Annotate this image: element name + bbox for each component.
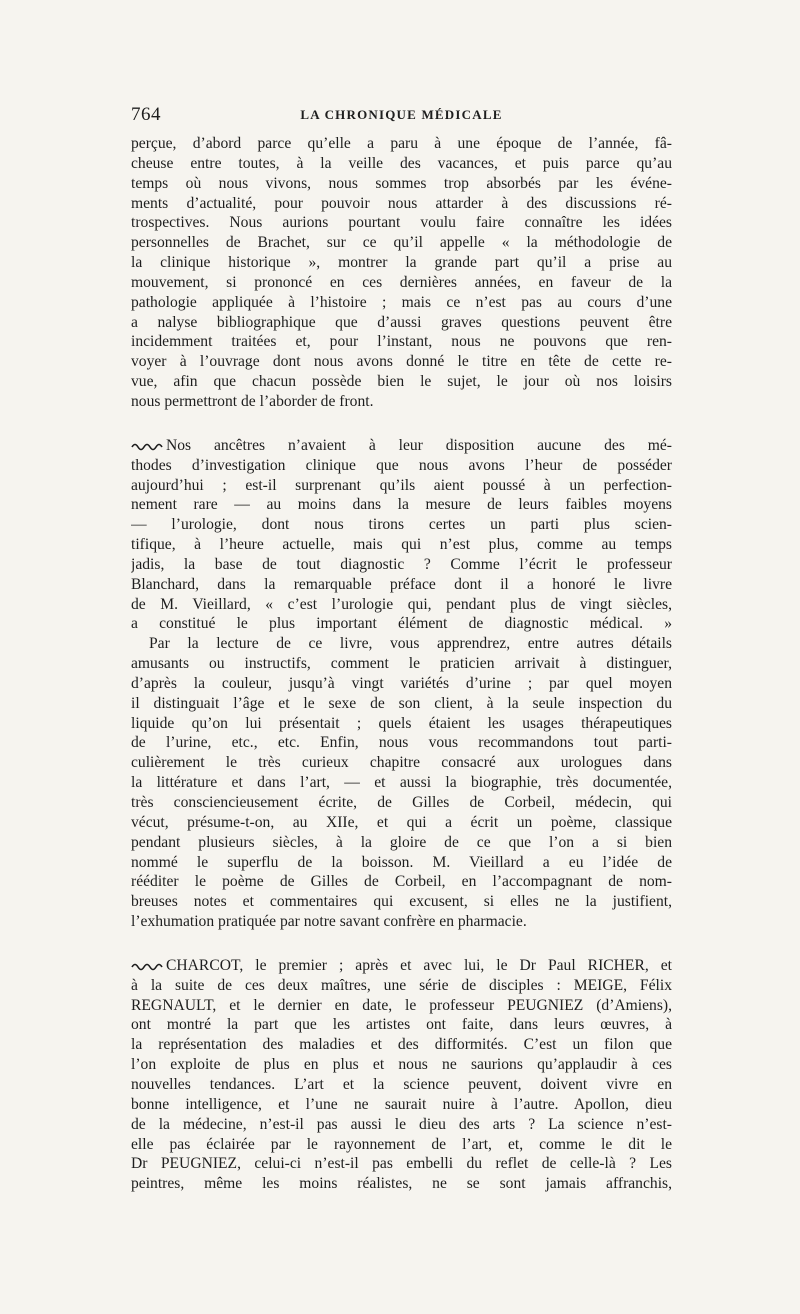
text-line-content: incidemment traitées et, pour l’instant, nous ne pouvons que ren- — [131, 333, 672, 351]
text-line — [131, 456, 672, 476]
text-line-content: nouvelles tendances. L’art et la science peuvent, doivent vivre en — [131, 1075, 672, 1093]
text-line-content: cheuse entre toutes, à la veille des vacances, et puis parce qu’au — [131, 154, 672, 172]
text-line-content: Nos ancêtres n’avaient à leur disposition aucune des mé- — [166, 436, 672, 454]
text-line — [131, 495, 672, 515]
text-line-content: à la suite de ces deux maîtres, une série de disciples : MEIGE, Félix — [131, 976, 672, 994]
text-line — [131, 436, 672, 456]
body-text — [131, 134, 672, 1194]
text-line — [131, 575, 672, 595]
text-line — [131, 714, 672, 734]
page-header — [131, 104, 672, 128]
text-line-content: personnelles de Brachet, sur ce qu’il appelle « la méthodologie de — [131, 234, 672, 252]
text-line-content: temps où nous vivons, nous sommes trop absorbés par les événe- — [131, 174, 672, 192]
text-line — [131, 535, 672, 555]
text-line-content: aujourd’hui ; est-il surprenant qu’ils aient poussé à un perfection- — [131, 476, 672, 494]
text-line — [131, 372, 672, 392]
text-line — [131, 194, 672, 214]
text-line-content: l’on exploite de plus en plus et nous ne saurions qu’applaudir à ces — [131, 1056, 672, 1074]
paragraph — [131, 634, 672, 932]
text-line — [131, 253, 672, 273]
text-line — [131, 956, 672, 976]
text-line — [131, 674, 672, 694]
text-line — [131, 1075, 672, 1095]
text-line-content: de M. Vieillard, « c’est l’urologie qui, pendant plus de vingt siècles, — [131, 595, 672, 613]
text-line-content: Blanchard, dans la remarquable préface dont il a honoré le livre — [131, 575, 672, 593]
text-line — [131, 853, 672, 873]
text-line — [131, 996, 672, 1016]
text-line — [131, 1015, 672, 1035]
text-line-content: a constitué le plus important élément de diagnostic médical. » — [131, 615, 672, 633]
text-line — [131, 976, 672, 996]
text-line-content: il distinguait l’âge et le sexe de son client, à la seule inspection du — [131, 694, 672, 712]
text-line — [131, 213, 672, 233]
text-line-content: CHARCOT, le premier ; après et avec lui, le Dr Paul RICHER, et — [166, 956, 672, 974]
text-line-content: perçue, d’abord parce qu’elle a paru à une époque de l’année, fâ- — [131, 135, 672, 152]
text-line — [131, 273, 672, 293]
text-line — [131, 1055, 672, 1075]
text-line — [131, 833, 672, 853]
text-line — [131, 1035, 672, 1055]
page-number: 764 — [131, 104, 161, 125]
text-line — [131, 912, 672, 932]
text-line-content: bonne intelligence, et l’une ne saurait nuire à l’autre. Apollon, dieu — [131, 1095, 672, 1113]
text-line — [131, 892, 672, 912]
text-line-content: breuses notes et commentaires qui excusent, si elles ne la justifient, — [131, 893, 672, 911]
text-line — [131, 595, 672, 615]
text-line-content: vécut, présume-t-on, au XIIe, et qui a écrit un poème, classique — [131, 813, 672, 831]
text-line-content: tifique, à l’heure actuelle, mais qui n’est plus, comme au temps — [131, 536, 672, 554]
text-line-content: jadis, la base de tout diagnostic ? Comme l’écrit le professeur — [131, 555, 672, 573]
text-line-content: voyer à l’ouvrage dont nous avons donné le titre en tête de cette re- — [131, 353, 672, 371]
text-line-content: elle pas éclairée par le rayonnement de l’art, et, comme le dit le — [131, 1135, 672, 1153]
text-line — [131, 872, 672, 892]
text-line-content: liquide qu’on lui présentait ; quels étaient les usages thérapeutiques — [131, 714, 672, 732]
wavy-ornament-icon — [131, 441, 163, 451]
text-line — [131, 1154, 672, 1174]
text-line-content: culièrement le très curieux chapitre consacré aux urologues dans — [131, 754, 672, 772]
text-line — [131, 392, 672, 412]
text-line — [131, 332, 672, 352]
text-line — [131, 793, 672, 813]
text-line — [131, 694, 672, 714]
text-line-content: la représentation des maladies et des difformités. C’est un filon que — [131, 1036, 672, 1054]
text-line — [131, 733, 672, 753]
text-line-content: mouvement, si prononcé en ces dernières années, en faveur de la — [131, 273, 672, 291]
text-line — [131, 614, 672, 634]
text-line-content: de la médecine, n’est-il pas aussi le dieu des arts ? La science n’est- — [131, 1115, 672, 1133]
text-line-content: nommé le superflu de la boisson. M. Vieillard a eu l’idée de — [131, 853, 672, 871]
text-line — [131, 233, 672, 253]
text-line — [131, 313, 672, 333]
text-line — [131, 555, 672, 575]
paragraph-gap — [131, 932, 672, 956]
text-line — [131, 134, 672, 154]
paragraph — [131, 436, 672, 634]
text-line-content: — l’urologie, dont nous tirons certes un parti plus scien- — [131, 516, 672, 534]
text-line-content: vue, afin que chacun possède bien le sujet, le jour où nos loisirs — [131, 373, 672, 391]
text-line-content: de l’urine, etc., etc. Enfin, nous vous recommandons tout parti- — [131, 734, 672, 752]
paragraph — [131, 956, 672, 1194]
paragraph — [131, 134, 672, 412]
text-line-content: ont montré la part que les artistes ont faite, dans leurs œuvres, à — [131, 1016, 672, 1034]
text-line — [131, 154, 672, 174]
text-line-content: peintres, même les moins réalistes, ne se sont jamais affranchis, — [131, 1175, 672, 1193]
text-line-content: thodes d’investigation clinique que nous avons l’heur de posséder — [131, 456, 672, 474]
text-line-content: l’exhumation pratiquée par notre savant confrère en pharmacie. — [131, 913, 527, 931]
text-line-content: très consciencieusement écrite, de Gilles de Corbeil, médecin, qui — [131, 794, 672, 811]
text-line-content: pathologie appliquée à l’histoire ; mais ce n’est pas au cours d’une — [131, 293, 672, 311]
text-line-content: Par la lecture de ce livre, vous apprendrez, entre autres détails — [149, 635, 672, 653]
text-line — [131, 515, 672, 535]
text-line — [131, 476, 672, 496]
text-line-content: nous permettront de l’aborder de front. — [131, 392, 374, 410]
text-line — [131, 753, 672, 773]
text-line-content: la littérature et dans l’art, — et aussi la biographie, très documentée, — [131, 774, 672, 792]
text-line-content: a nalyse bibliographique que d’aussi graves questions peuvent être — [131, 313, 672, 331]
wavy-ornament-icon — [131, 961, 163, 971]
text-line — [131, 352, 672, 372]
text-line-content: Dr PEUGNIEZ, celui-ci n’est-il pas embelli du reflet de celle-là ? Les — [131, 1155, 672, 1173]
text-line-content: amusants ou instructifs, comment le praticien arrivait à distinguer, — [131, 655, 672, 673]
text-line-content: la clinique historique », montrer la grande part qu’il a prise au — [131, 254, 672, 272]
text-line — [131, 1135, 672, 1155]
text-line-content: pendant plusieurs siècles, à la gloire de ce que l’on a si bien — [131, 833, 672, 851]
text-line-content: trospectives. Nous aurions pourtant voulu faire connaître les idées — [131, 214, 672, 232]
text-line — [131, 174, 672, 194]
text-line — [131, 634, 672, 654]
text-line-content: REGNAULT, et le dernier en date, le professeur PEUGNIEZ (d’Amiens), — [131, 996, 672, 1014]
text-line — [131, 1115, 672, 1135]
text-line — [131, 773, 672, 793]
text-line-content: nement rare — au moins dans la mesure de leurs faibles moyens — [131, 496, 672, 514]
running-title: LA CHRONIQUE MÉDICALE — [300, 107, 503, 122]
text-line — [131, 1095, 672, 1115]
paragraph-gap — [131, 412, 672, 436]
text-line — [131, 813, 672, 833]
text-line — [131, 1174, 672, 1194]
text-line-content: rééditer le poème de Gilles de Corbeil, en l’accompagnant de nom- — [131, 873, 672, 891]
text-line — [131, 293, 672, 313]
text-line — [131, 654, 672, 674]
text-line-content: d’après la couleur, jusqu’à vingt variétés d’urine ; par quel moyen — [131, 674, 672, 692]
text-line-content: ments d’actualité, pour pouvoir nous attarder à des discussions ré- — [131, 194, 672, 212]
